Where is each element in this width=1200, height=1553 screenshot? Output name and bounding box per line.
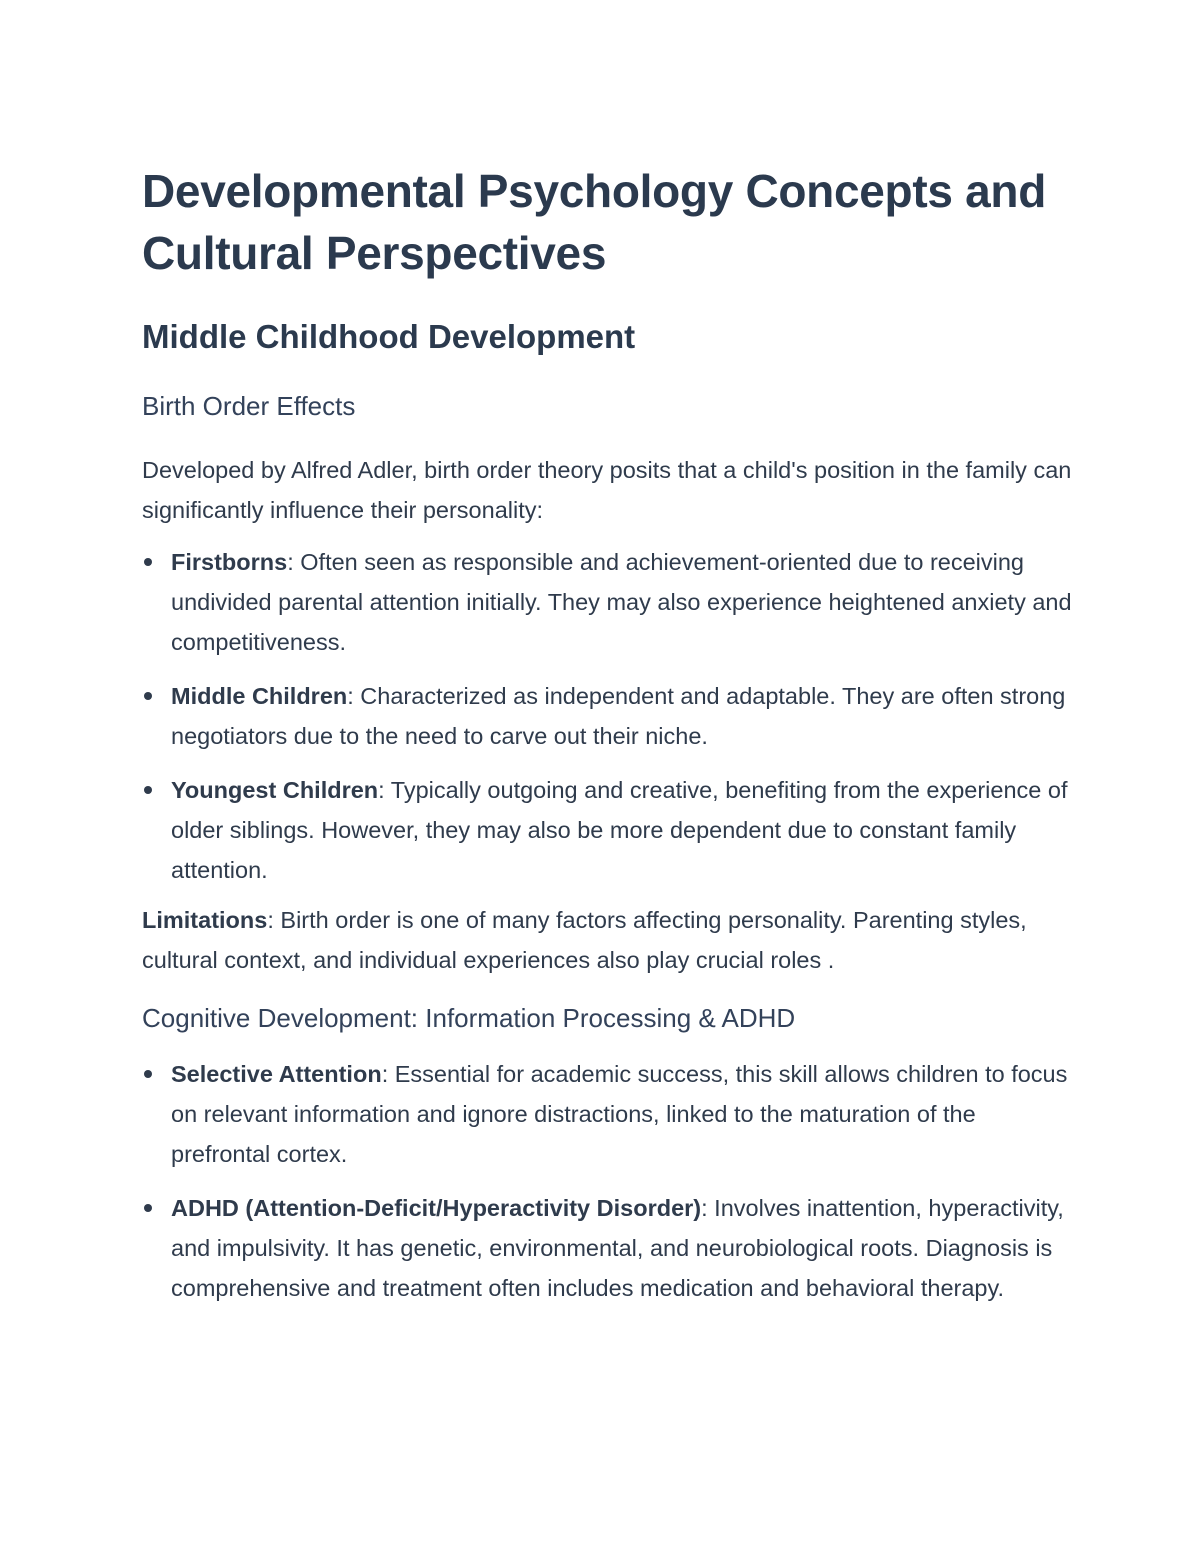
birth-order-intro: Developed by Alfred Adler, birth order theory posits that a child's position in the family can significantly influence their personality:: [142, 457, 1072, 523]
limitations-paragraph: [142, 900, 1072, 980]
text-youngest-children: : Typically outgoing and creative, benefiting from the experience of older siblings. However, they may also be more dependent due to constant family attention.: [171, 777, 1068, 883]
list-item-firstborns: [142, 542, 1072, 662]
cognitive-list: [142, 1054, 1072, 1308]
list-item-selective-attention: [142, 1054, 1072, 1174]
text-middle-children: : Characterized as independent and adaptable. They are often strong negotiators due to the need to carve out their niche.: [171, 683, 1066, 749]
subsection-heading-cognitive: Cognitive Development: Information Processing & ADHD: [142, 1003, 796, 1033]
bullet-icon: [144, 786, 152, 794]
list-item-middle-children: [142, 676, 1072, 756]
text-adhd: : Involves inattention, hyperactivity, and impulsivity. It has genetic, environmental, and neurobiological roots. Diagnosis is comprehensive and treatment often includes medication and behavioral therapy.: [171, 1195, 1064, 1301]
term-limitations: Limitations: [142, 907, 268, 933]
bullet-icon: [144, 692, 152, 700]
section-heading: Middle Childhood Development: [142, 318, 636, 355]
term-youngest-children: Youngest Children: [171, 777, 379, 803]
bullet-icon: [144, 1204, 152, 1212]
document-page: [142, 160, 1072, 1308]
document-title: Developmental Psychology Concepts and Cultural Perspectives: [142, 165, 1047, 279]
list-item-youngest-children: [142, 770, 1072, 890]
term-selective-attention: Selective Attention: [171, 1061, 382, 1087]
birth-order-list: [142, 542, 1072, 890]
text-firstborns: : Often seen as responsible and achievement-oriented due to receiving undivided parental attention initially. They may also experience heightened anxiety and competitiveness.: [171, 549, 1072, 655]
text-selective-attention: : Essential for academic success, this skill allows children to focus on relevant information and ignore distractions, linked to the maturation of the prefrontal cortex.: [171, 1061, 1068, 1167]
term-adhd: ADHD (Attention-Deficit/Hyperactivity Disorder): [171, 1195, 702, 1221]
bullet-icon: [144, 1070, 152, 1078]
text-limitations: : Birth order is one of many factors affecting personality. Parenting styles, cultural context, and individual experiences also play crucial roles .: [142, 907, 1027, 973]
term-middle-children: Middle Children: [171, 683, 348, 709]
list-item-adhd: [142, 1188, 1072, 1308]
subsection-heading-birth-order: Birth Order Effects: [142, 391, 356, 421]
term-firstborns: Firstborns: [171, 549, 288, 575]
bullet-icon: [144, 558, 152, 566]
